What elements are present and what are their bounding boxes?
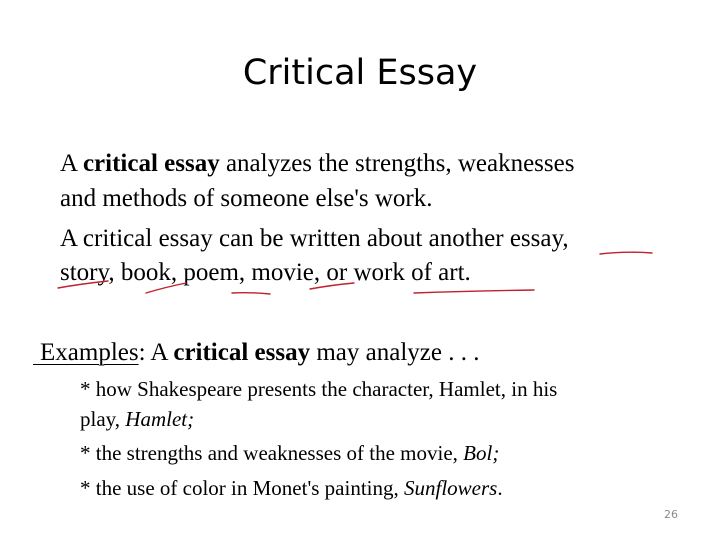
examples-intro-prefix: A <box>145 339 174 366</box>
examples-colon: : <box>138 339 146 366</box>
example-item-1-title: Hamlet; <box>125 407 195 431</box>
page-number: 26 <box>664 508 678 521</box>
examples-heading <box>40 338 479 368</box>
example-item-3-title: Sunflowers <box>403 476 498 500</box>
examples-critical-essay-term: critical essay <box>173 339 311 366</box>
definition-line-2: and methods of someone else's work. <box>60 185 433 212</box>
ink-underline-work-of-art <box>414 290 534 293</box>
examples-intro-suffix: may analyze . . . <box>310 339 480 366</box>
example-item-3-suffix: . <box>497 476 503 500</box>
ink-underline-essay <box>600 252 652 254</box>
example-item-1-line-2 <box>80 406 194 432</box>
examples-label: Examples <box>40 339 139 366</box>
definition-line-3: A critical essay can be written about another essay, <box>60 225 569 252</box>
ink-underline-poem <box>232 293 270 294</box>
definition-line-1-suffix: analyzes the strengths, weaknesses <box>219 150 575 177</box>
example-item-1-line-1: * how Shakespeare presents the character, Hamlet, in his <box>80 377 558 401</box>
example-item-1-prefix: play, <box>80 407 126 431</box>
critical-essay-term: critical essay <box>82 150 220 177</box>
example-item-2-text: * the strengths and weaknesses of the movie, <box>80 441 464 465</box>
example-item-3-text: * the use of color in Monet's painting, <box>80 476 404 500</box>
definition-line-1-prefix: A <box>60 150 83 177</box>
example-item-2 <box>80 440 499 466</box>
example-item-3 <box>80 475 503 501</box>
slide-title: Critical Essay <box>242 53 478 93</box>
definition-line-4: story, book, poem, movie, or work of art. <box>60 259 471 286</box>
definition-line-1 <box>60 149 574 179</box>
example-item-2-title: Bol; <box>463 441 500 465</box>
